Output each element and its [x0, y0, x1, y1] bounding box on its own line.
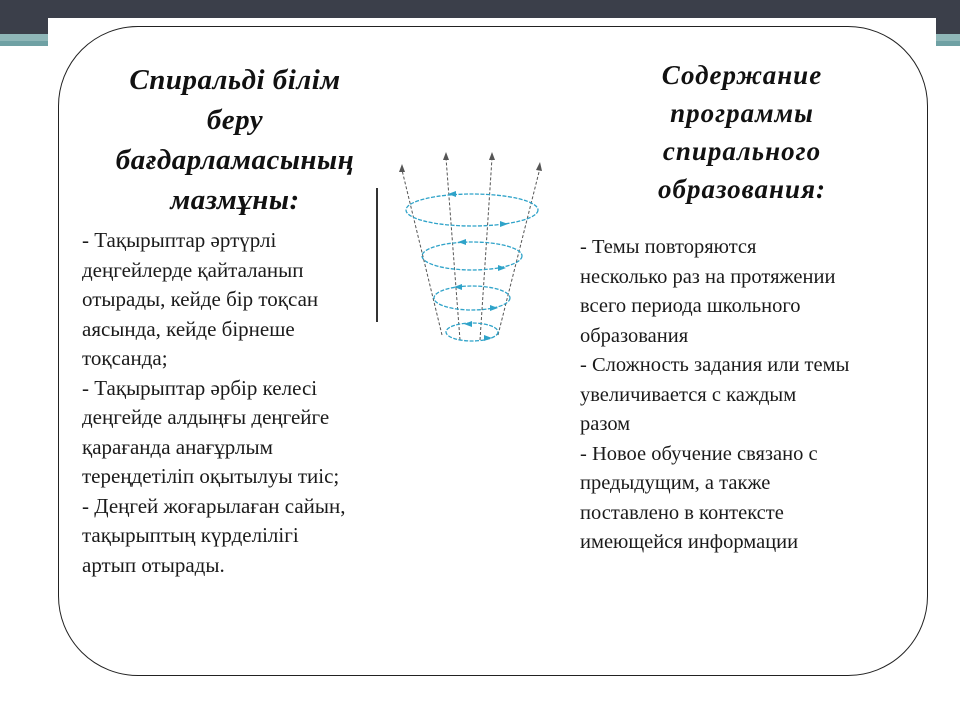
- left-body-line: отырады, кейде бір тоқсан: [82, 287, 319, 311]
- left-title-line: бағдарламасының: [115, 144, 355, 176]
- left-title-line: мазмұны:: [170, 184, 300, 216]
- right-body-line: несколько раз на протяжении: [580, 265, 836, 288]
- accent-stripe-left: [0, 34, 48, 41]
- right-body-line: увеличивается с каждым: [580, 383, 797, 406]
- left-title: [80, 60, 390, 220]
- right-title-line: образования:: [658, 174, 826, 204]
- right-title-line: Содержание: [661, 60, 823, 90]
- left-body-text: [82, 226, 346, 580]
- accent-stripe-left-lower: [0, 41, 48, 46]
- left-body-line: - Деңгей жоғарылаған сайын,: [82, 493, 346, 518]
- right-title-line: программы: [670, 98, 814, 128]
- left-body-line: тақырыптың күрделілігі: [82, 523, 299, 547]
- left-body-line: тоқсанда;: [82, 346, 168, 370]
- right-body-line: - Новое обучение связано с: [580, 442, 818, 465]
- left-body-line: деңгейде алдыңғы деңгейге: [82, 405, 330, 429]
- right-title: [592, 56, 892, 208]
- right-body-line: - Темы повторяются: [580, 236, 757, 258]
- right-body-line: всего периода школьного: [580, 295, 801, 317]
- right-body-line: предыдущим, а также: [580, 472, 771, 494]
- right-body-line: поставлено в контексте: [580, 501, 784, 524]
- left-body-line: - Тақырыптар әртүрлі: [82, 228, 277, 252]
- vertical-divider: [376, 188, 378, 322]
- right-title-line: спирального: [662, 136, 822, 166]
- left-title-line: беру: [206, 104, 264, 136]
- left-body-line: - Тақырыптар әрбір келесі: [82, 375, 318, 400]
- left-body-line: аясында, кейде бірнеше: [82, 316, 295, 341]
- left-title-line: Спиральді білім: [129, 64, 341, 96]
- left-body-line: артып отырады.: [82, 552, 225, 577]
- left-body-line: деңгейлерде қайталанып: [82, 257, 304, 282]
- left-body-line: тереңдетіліп оқытылуы тиіс;: [82, 464, 340, 488]
- spiral-cone-icon: [388, 150, 560, 350]
- left-body-line: қарағанда анағұрлым: [82, 434, 273, 459]
- right-body-line: образования: [580, 324, 689, 347]
- right-body-line: разом: [580, 413, 631, 435]
- right-body-line: - Сложность задания или темы: [580, 354, 850, 376]
- right-body-text: [580, 233, 849, 558]
- right-body-line: имеющейся информации: [580, 531, 799, 553]
